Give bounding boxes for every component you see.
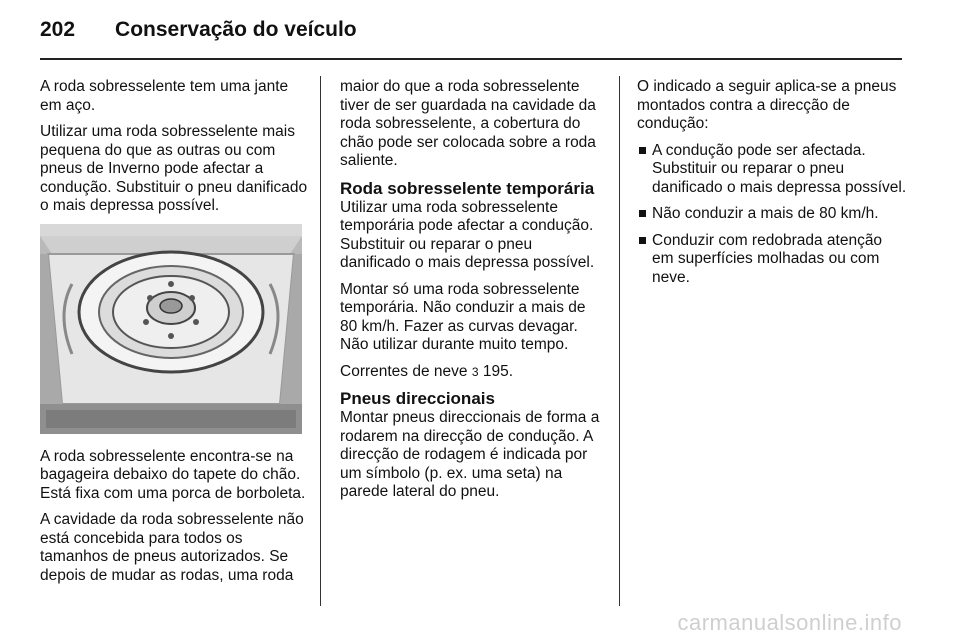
column-divider-1 — [320, 76, 321, 606]
list-item: Conduzir com redobrada atenção em superfícies molhadas ou com neve. — [637, 232, 907, 288]
paragraph: maior do que a roda sobresselente tiver de ser guardada na cavidade da roda sobresselente, a cobertura do chão pode ser colocada sobre a roda saliente. — [340, 78, 596, 169]
list-item: A condução pode ser afectada. Substituir ou reparar o pneu danificado o mais depressa possível. — [637, 142, 907, 198]
column-divider-2 — [619, 76, 620, 606]
page-number: 202 — [40, 18, 76, 41]
paragraph: A roda sobresselente encontra-se na bagageira debaixo do tapete do chão. Está fixa com uma porca de borboleta. — [40, 447, 306, 502]
column-1 — [40, 78, 310, 593]
column-2 — [340, 78, 606, 510]
column-3 — [637, 78, 907, 295]
page-header — [40, 18, 357, 48]
page-reference-arrow-icon: 3 — [471, 364, 479, 379]
paragraph: A cavidade da roda sobresselente não está concebida para todos os tamanhos de pneus autorizados. Se depois de mudar as rodas, uma roda — [40, 511, 304, 584]
reference-text: Correntes de neve — [340, 362, 468, 380]
square-bullet-icon — [639, 147, 646, 154]
paragraph: Montar só uma roda sobresselente temporária. Não conduzir a mais de 80 km/h. Fazer as curvas devagar. Não utilizar durante muito tempo. — [340, 280, 586, 353]
section-heading-directional-tyres: Pneus direccionais — [340, 389, 495, 408]
snow-chains-reference — [340, 363, 606, 382]
watermark: carmanualsonline.info — [677, 610, 902, 635]
spare-wheel-image — [40, 224, 302, 434]
square-bullet-icon — [639, 210, 646, 217]
paragraph: Utilizar uma roda sobresselente mais pequena do que as outras ou com pneus de Inverno pode afectar a condução. Substituir o pneu danificado o mais depressa possível. — [40, 123, 308, 214]
paragraph: Utilizar uma roda sobresselente temporária pode afectar a condução. Substituir ou reparar o pneu danificado o mais depressa possível. — [340, 198, 595, 271]
paragraph: O indicado a seguir aplica-se a pneus montados contra a direcção de condução: — [637, 78, 897, 132]
paragraph: Montar pneus direccionais de forma a rodarem na direcção de condução. A direcção de rodagem é indicada por um símbolo (p. ex. uma seta) na parede lateral do pneu. — [340, 409, 600, 500]
paragraph: A roda sobresselente tem uma jante em aço. — [40, 78, 289, 114]
spare-wheel-illustration — [40, 224, 302, 434]
list-item: Não conduzir a mais de 80 km/h. — [637, 205, 907, 224]
header-rule — [40, 58, 902, 60]
square-bullet-icon — [639, 237, 646, 244]
section-heading-temporary-spare: Roda sobresselente temporária — [340, 178, 595, 198]
bullet-list — [637, 142, 907, 288]
reference-page: 195. — [482, 362, 514, 380]
page-title: Conservação do veículo — [115, 18, 357, 41]
